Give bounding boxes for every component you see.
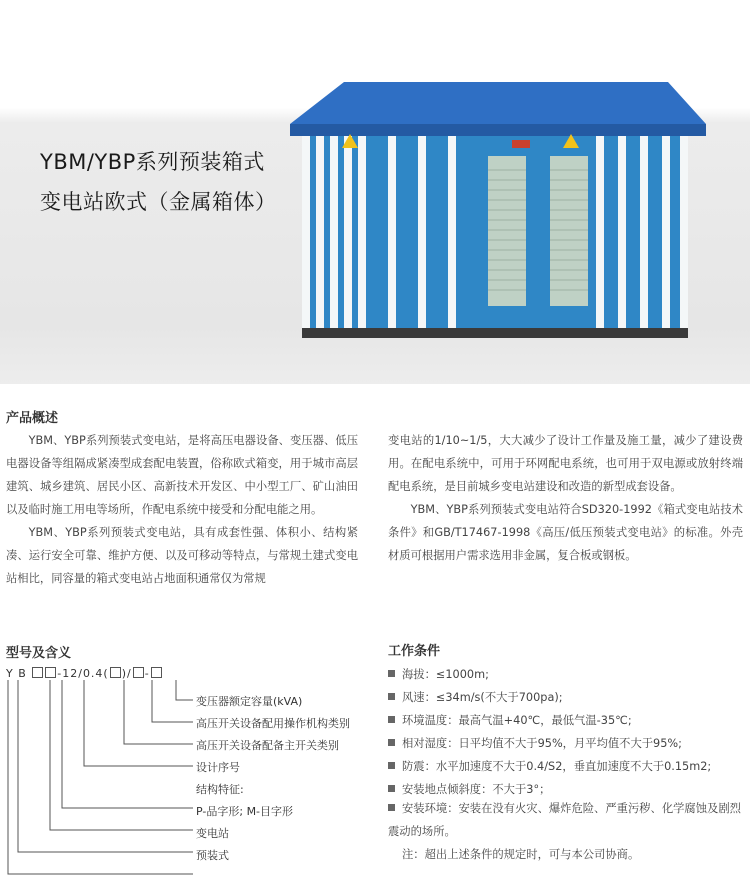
conditions-note: 注：超出上述条件的规定时，可与本公司协商。 xyxy=(402,848,640,861)
bullet-square-icon xyxy=(388,670,395,677)
substation-stripe xyxy=(344,136,352,328)
substation-stripe xyxy=(330,136,338,328)
condition-item: 风速：≤34m/s(不大于700pa); xyxy=(388,689,563,705)
model-label-mechanism: 高压开关设备配用操作机构类别 xyxy=(196,717,350,730)
condition-item: 海拔：≤1000m; xyxy=(388,666,489,682)
condition-item: 环境温度：最高气温+40℃，最低气温-35℃; xyxy=(388,712,632,728)
hero-banner xyxy=(0,0,750,384)
conditions-heading: 工作条件 xyxy=(388,644,441,659)
model-box xyxy=(45,667,56,678)
model-box xyxy=(110,667,121,678)
model-legend-lines xyxy=(0,678,200,878)
bullet-square-icon xyxy=(388,739,395,746)
product-title-line2: 变电站欧式（金属箱体） xyxy=(40,190,277,214)
substation-stripe xyxy=(358,136,366,328)
overview-paragraph-3: YBM、YBP系列预装式变电站符合SD320-1992《箱式变电站技术条件》和GB/T17467-1998《高压/低压预装式变电站》的标准。外壳材质可根据用户需求选用非金属，复合板或钢板。 xyxy=(388,503,743,562)
bullet-square-icon xyxy=(388,693,395,700)
substation-stripe xyxy=(388,136,396,328)
model-box xyxy=(32,667,43,678)
condition-item: 防震：水平加速度不大于0.4/S2，垂直加速度不大于0.15m2; xyxy=(388,758,711,774)
substation-stripe xyxy=(618,136,626,328)
substation-stripe xyxy=(418,136,426,328)
model-label-prefab: 预装式 xyxy=(196,849,229,862)
model-box xyxy=(151,667,162,678)
condition-item: 安装环境：安装在没有火灾、爆炸危险、严重污秽、化学腐蚀及剧烈震动的场所。 xyxy=(388,802,741,838)
model-code-sep: )/ xyxy=(121,667,132,680)
substation-stripe xyxy=(640,136,648,328)
bullet-square-icon xyxy=(388,785,395,792)
bullet-square-icon xyxy=(388,804,395,811)
substation-stripe xyxy=(596,136,604,328)
overview-left-column xyxy=(6,429,358,590)
substation-stripe xyxy=(302,136,310,328)
product-title-line1: YBM/YBP系列预装箱式 xyxy=(40,150,265,174)
substation-stripe xyxy=(316,136,324,328)
model-label-structure-types: P-品字形; M-目字形 xyxy=(196,805,294,818)
model-label-capacity: 变压器额定容量(kVA) xyxy=(196,695,303,708)
model-label-substation: 变电站 xyxy=(196,827,229,840)
bullet-square-icon xyxy=(388,716,395,723)
model-code-voltage: -12/0.4( xyxy=(57,667,109,680)
overview-right-column xyxy=(388,429,743,567)
substation-stripe xyxy=(662,136,670,328)
overview-heading: 产品概述 xyxy=(6,411,59,426)
model-code-prefix: Y B xyxy=(6,667,27,680)
condition-item: 相对湿度：日平均值不大于95%，月平均值不大于95%; xyxy=(388,735,682,751)
model-label-structure: 结构特征: xyxy=(196,783,244,796)
overview-paragraph-1: YBM、YBP系列预装式变电站，是将高压电器设备、变压器、低压电器设备等组隔成紧凑型成套配电装置，俗称欧式箱变，用于城市高层建筑、城乡建筑、居民小区、高新技术开发区、中小型工厂、矿山油田以及临时施工用电等场所，作配电系统中接受和分配电能之用。 xyxy=(6,434,358,516)
bullet-square-icon xyxy=(388,762,395,769)
substation-image xyxy=(288,80,708,340)
substation-stripe xyxy=(448,136,456,328)
model-label-switch: 高压开关设备配备主开关类别 xyxy=(196,739,339,752)
model-box xyxy=(133,667,144,678)
overview-paragraph-2-cont: 变电站的1/10~1/5，大大减少了设计工作量及施工量，减少了建设费用。在配电系统中，可用于环网配电系统，也可用于双电源或放射终端配电系统，是目前城乡变电站建设和改造的新型成套设备。 xyxy=(388,434,743,493)
condition-item: 安装地点倾斜度：不大于3°； xyxy=(388,781,550,797)
substation-stripe xyxy=(680,136,688,328)
model-label-design: 设计序号 xyxy=(196,761,240,774)
overview-paragraph-2: YBM、YBP系列预装式变电站，具有成套性强、体积小、结构紧凑、运行安全可靠、维护方便、以及可移动等特点，与常规土建式变电站相比，同容量的箱式变电站占地面积通常仅为常规 xyxy=(6,526,358,585)
model-heading: 型号及含义 xyxy=(6,646,72,661)
model-code-dash: - xyxy=(144,667,150,680)
